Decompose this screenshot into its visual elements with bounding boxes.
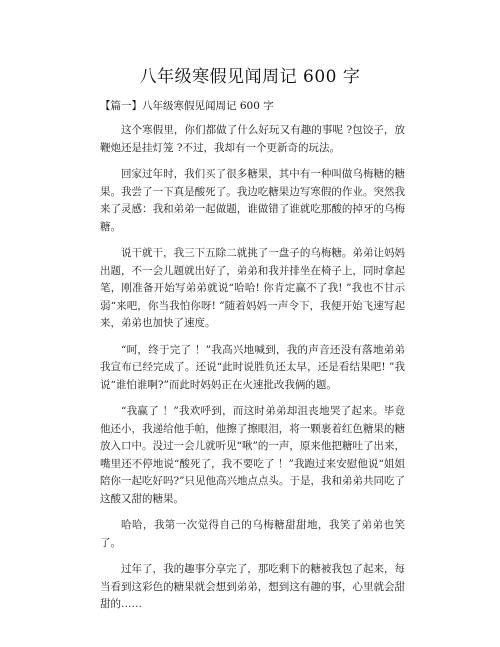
paragraph: 哈哈，我第一次觉得自己的乌梅糖甜甜地，我笑了弟弟也笑了。: [100, 519, 405, 549]
document-title: 八年级寒假见闻周记 600 字: [139, 67, 361, 87]
paragraph: 过年了，我的趣事分享完了，那吃剩下的糖被我包了起来，每当看到这彩色的糖果就会想到弟弟，想到这有趣的事，心里就会甜甜的……: [100, 563, 405, 610]
paragraph: 说干就干，我三下五除二就挑了一盘子的乌梅糖。弟弟让妈妈出题，不一会儿题就出好了，弟弟和我并排坐在椅子上，同时拿起笔，刚准备开始写弟弟就说“哈哈! 你肯定赢不了我! ”我也不甘示弱“来吧，你当我怕你呀! ”随着妈妈一声令下，我便开始飞速写起来，弟弟也加快了速度。: [100, 247, 405, 329]
paragraph: 回家过年时，我们买了很多糖果，其中有一种叫做乌梅糖的糖果。我尝了一下真是酸死了。我边吃糖果边写寒假的作业。突然我来了灵感：我和弟弟一起做题，谁做错了谁就吃那酸的掉牙的乌梅糖。: [100, 168, 405, 233]
document-body: [100, 122, 405, 623]
paragraph: “我赢了 ！”我欢呼到，而这时弟弟却沮丧地哭了起来。毕竟他还小，我递给他手帕，他擦了擦眼泪，将一颗裹着红色糖果的糖放入口中。没过一会儿就听见“啾”的一声，原来他把糖吐了出来，嘴里还不停地说“酸死了，我不要吃了 ！”我跑过来安慰他说“姐姐陪你一起吃好吗?”只见他高兴地点点头。于是，我和弟弟共同吃了这酸又甜的糖果。: [100, 405, 405, 505]
paragraph: “呵，终于完了 ！”我高兴地喊到，我的声音还没有落地弟弟我宣布已经完成了。还说“此时说胜负还太早，还是看结果吧! ”我说“谁怕谁啊?”而此时妈妈正在火速批改我俩的题。: [100, 343, 405, 391]
paragraph: 这个寒假里，你们都做了什么好玩又有趣的事呢 ?包饺子，放鞭炮还是挂灯笼 ?不过，我却有一个更新奇的玩法。: [100, 124, 405, 154]
section-heading: 【篇一】八年级寒假见闻周记 600 字: [100, 100, 274, 112]
